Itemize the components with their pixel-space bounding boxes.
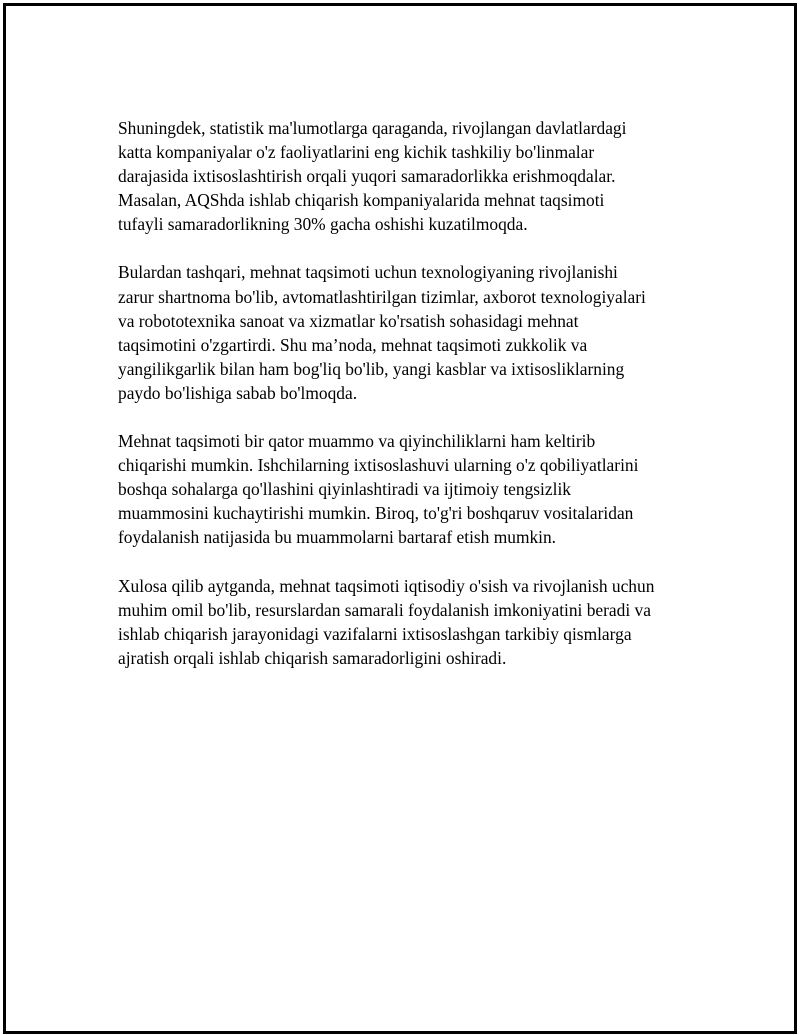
text-line: taqsimotini o'zgartirdi. Shu ma’noda, mehnat taqsimoti zukkolik va bbox=[118, 334, 588, 355]
text-line: zarur shartnoma bo'lib, avtomatlashtirilgan tizimlar, axborot texnologiyalari bbox=[118, 286, 646, 307]
paragraph bbox=[118, 574, 718, 670]
text-line: tufayli samaradorlikning 30% gacha oshishi kuzatilmoqda. bbox=[118, 214, 528, 235]
text-line: Bulardan tashqari, mehnat taqsimoti uchun texnologiyaning rivojlanishi bbox=[118, 262, 618, 283]
paragraph bbox=[118, 116, 718, 236]
text-line: foydalanish natijasida bu muammolarni bartaraf etish mumkin. bbox=[118, 527, 557, 548]
text-line: katta kompaniyalar o'z faoliyatlarini eng kichik tashkiliy bo'linmalar bbox=[118, 142, 595, 163]
text-line: yangilikgarlik bilan ham bog'liq bo'lib, yangi kasblar va ixtisosliklarning bbox=[118, 358, 625, 379]
text-line: va robototexnika sanoat va xizmatlar ko'rsatish sohasidagi mehnat bbox=[118, 310, 579, 331]
text-line: darajasida ixtisoslashtirish orqali yuqori samaradorlikka erishmoqdalar. bbox=[118, 166, 616, 187]
document-body bbox=[118, 116, 718, 694]
text-line: muammosini kuchaytirishi mumkin. Biroq, to'g'ri boshqaruv vositalaridan bbox=[118, 503, 634, 524]
text-line: Masalan, AQShda ishlab chiqarish kompaniyalarida mehnat taqsimoti bbox=[118, 190, 605, 211]
paragraph bbox=[118, 260, 718, 405]
text-line: Xulosa qilib aytganda, mehnat taqsimoti iqtisodiy o'sish va rivojlanish uchun bbox=[118, 575, 655, 596]
text-line: chiqarishi mumkin. Ishchilarning ixtisoslashuvi ularning o'z qobiliyatlarini bbox=[118, 455, 639, 476]
text-line: muhim omil bo'lib, resurslardan samarali foydalanish imkoniyatini beradi va bbox=[118, 599, 651, 620]
text-line: Mehnat taqsimoti bir qator muammo va qiyinchiliklarni ham keltirib bbox=[118, 431, 596, 452]
text-line: ishlab chiqarish jarayonidagi vazifalarni ixtisoslashgan tarkibiy qismlarga bbox=[118, 623, 632, 644]
paragraph bbox=[118, 429, 718, 549]
text-line: paydo bo'lishiga sabab bo'lmoqda. bbox=[118, 382, 358, 403]
text-line: boshqa sohalarga qo'llashini qiyinlashtiradi va ijtimoiy tengsizlik bbox=[118, 479, 571, 500]
text-line: Shuningdek, statistik ma'lumotlarga qaraganda, rivojlangan davlatlardagi bbox=[118, 118, 627, 138]
text-line: ajratish orqali ishlab chiqarish samaradorligini oshiradi. bbox=[118, 647, 507, 668]
